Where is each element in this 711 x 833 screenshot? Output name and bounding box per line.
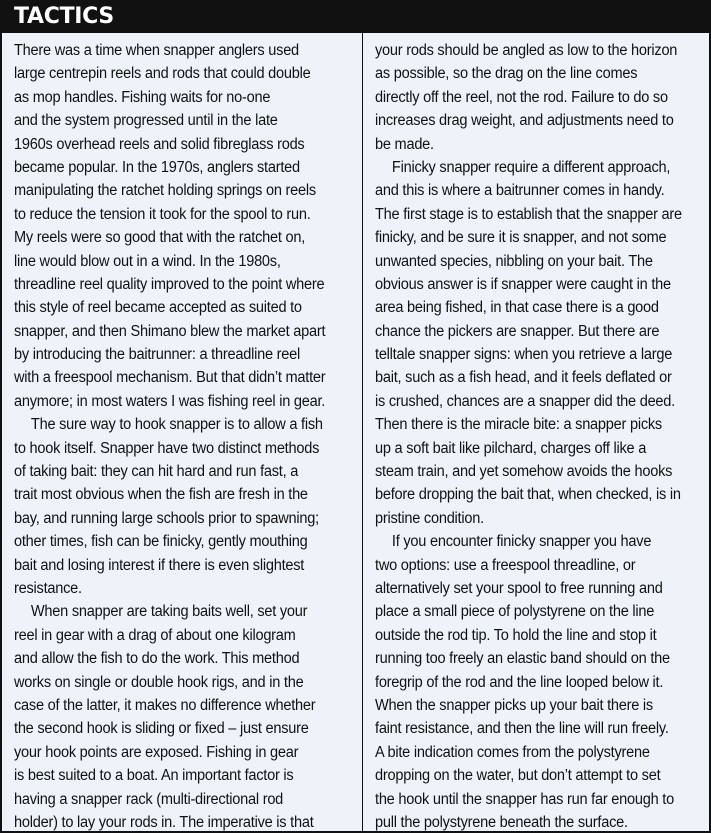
text-line: before dropping the bait that, when checked, is in [375, 486, 681, 504]
text-line: with a freespool mechanism. But that didn’t matter [14, 369, 326, 387]
text-line: works on single or double hook rigs, and in the [14, 673, 304, 691]
text-line: be made. [375, 135, 434, 153]
text-line: increases drag weight, and adjustments need to [375, 112, 674, 130]
text-line: is best suited to a boat. An important factor is [14, 767, 294, 785]
text-line: as mop handles. Fishing waits for no-one [14, 88, 271, 106]
text-line: outside the rod tip. To hold the line and stop it [375, 626, 657, 644]
text-line: pull the polystyrene beneath the surface. [375, 813, 628, 831]
text-line: obvious answer is if snapper were caught in the [375, 275, 671, 293]
text-line: bait, such as a fish head, and it feels deflated or [375, 369, 672, 387]
text-line: unwanted species, nibbling on your bait. The [375, 252, 653, 270]
text-line: faint resistance, and then the line will run freely. [375, 720, 669, 738]
text-line: finicky, and be sure it is snapper, and not some [375, 229, 667, 247]
text-line: this style of reel became accepted as suited to [14, 299, 302, 317]
text-line: alternatively set your spool to free running and [375, 579, 663, 597]
text-line: by introducing the baitrunner: a threadline reel [14, 346, 300, 364]
text-line: area being fished, in that case there is a good [375, 299, 659, 317]
text-line: My reels were so good that with the ratchet on, [14, 229, 306, 247]
text-line: bay, and running large schools prior to spawning; [14, 509, 319, 527]
paragraph-start: The sure way to hook snapper is to allow a fish [30, 416, 323, 434]
text-line: case of the latter, it makes no difference whether [14, 696, 316, 714]
article-column-left [14, 39, 339, 833]
text-line: to hook itself. Snapper have two distinct methods [14, 439, 320, 457]
text-line: holder) to lay your rods in. The imperative is that [14, 813, 314, 831]
text-line: There was a time when snapper anglers used [14, 42, 299, 59]
text-line: manipulating the ratchet holding springs on reels [14, 182, 316, 200]
text-line: and this is where a baitrunner comes in handy. [375, 182, 665, 200]
text-line: having a snapper rack (multi-directional rod [14, 790, 284, 808]
text-line: The first stage is to establish that the snapper are [375, 205, 682, 223]
text-line: running too freely an elastic band should on the [375, 650, 670, 668]
text-line: threadline reel quality improved to the point where [14, 275, 325, 293]
text-line: A bite indication comes from the polystyrene [375, 743, 650, 761]
text-line: directly off the reel, not the rod. Failure to do so [375, 88, 668, 106]
text-line: two options: use a freespool threadline, or [375, 556, 636, 574]
text-line: dropping on the water, but don’t attempt to set [375, 767, 661, 785]
text-line: the second hook is sliding or fixed – just ensure [14, 720, 309, 738]
paragraph-start: When snapper are taking baits well, set your [30, 603, 308, 621]
text-line: pristine condition. [375, 509, 484, 527]
text-line: anymore; in most waters I was fishing reel in gear. [14, 392, 326, 410]
text-line: your rods should be angled as low to the horizon [375, 42, 678, 59]
column-divider [362, 33, 363, 833]
text-line: large centrepin reels and rods that could double [14, 65, 311, 83]
text-line: 1960s overhead reels and solid fibreglass rods [14, 135, 305, 153]
text-line: and allow the fish to do the work. This method [14, 650, 300, 668]
text-line: to reduce the tension it took for the spool to run. [14, 205, 311, 223]
article-column-right [375, 39, 700, 833]
text-line: up a soft bait like pilchard, charges off like a [375, 439, 647, 457]
text-line: chance the pickers are snapper. But there are [375, 322, 660, 340]
text-line: Then there is the miracle bite: a snapper picks [375, 416, 662, 434]
text-line: became popular. In the 1970s, anglers started [14, 158, 300, 176]
text-line: resistance. [14, 579, 82, 597]
text-line: reel in gear with a drag of about one kilogram [14, 626, 296, 644]
text-line: other times, fish can be finicky, gently mouthing [14, 533, 308, 551]
text-line: your hook points are exposed. Fishing in gear [14, 743, 299, 761]
paragraph-start: Finicky snapper require a different approach, [391, 158, 671, 176]
text-line: is crushed, chances are a snapper did the deed. [375, 392, 675, 410]
text-line: trait most obvious when the fish are fresh in the [14, 486, 308, 504]
text-line: of taking bait: they can hit hard and run fast, a [14, 463, 299, 481]
section-title: TACTICS [14, 4, 114, 29]
text-line: steam train, and yet somehow avoids the hooks [375, 463, 673, 481]
text-line: and the system progressed until in the late [14, 112, 278, 130]
text-line: When the snapper picks up your bait there is [375, 696, 653, 714]
text-line: the hook until the snapper has run far enough to [375, 790, 674, 808]
text-line: line would blow out in a wind. In the 1980s, [14, 252, 281, 270]
text-line: as possible, so the drag on the line comes [375, 65, 638, 83]
text-line: snapper, and then Shimano blew the market apart [14, 322, 326, 340]
text-line: bait and losing interest if there is even slightest [14, 556, 305, 574]
text-line: place a small piece of polystyrene on the line [375, 603, 655, 621]
text-line: telltale snapper signs: when you retrieve a large [375, 346, 673, 364]
section-header [2, 2, 709, 33]
text-line: foregrip of the rod and the line looped below it. [375, 673, 664, 691]
paragraph-start: If you encounter finicky snapper you have [391, 533, 652, 551]
